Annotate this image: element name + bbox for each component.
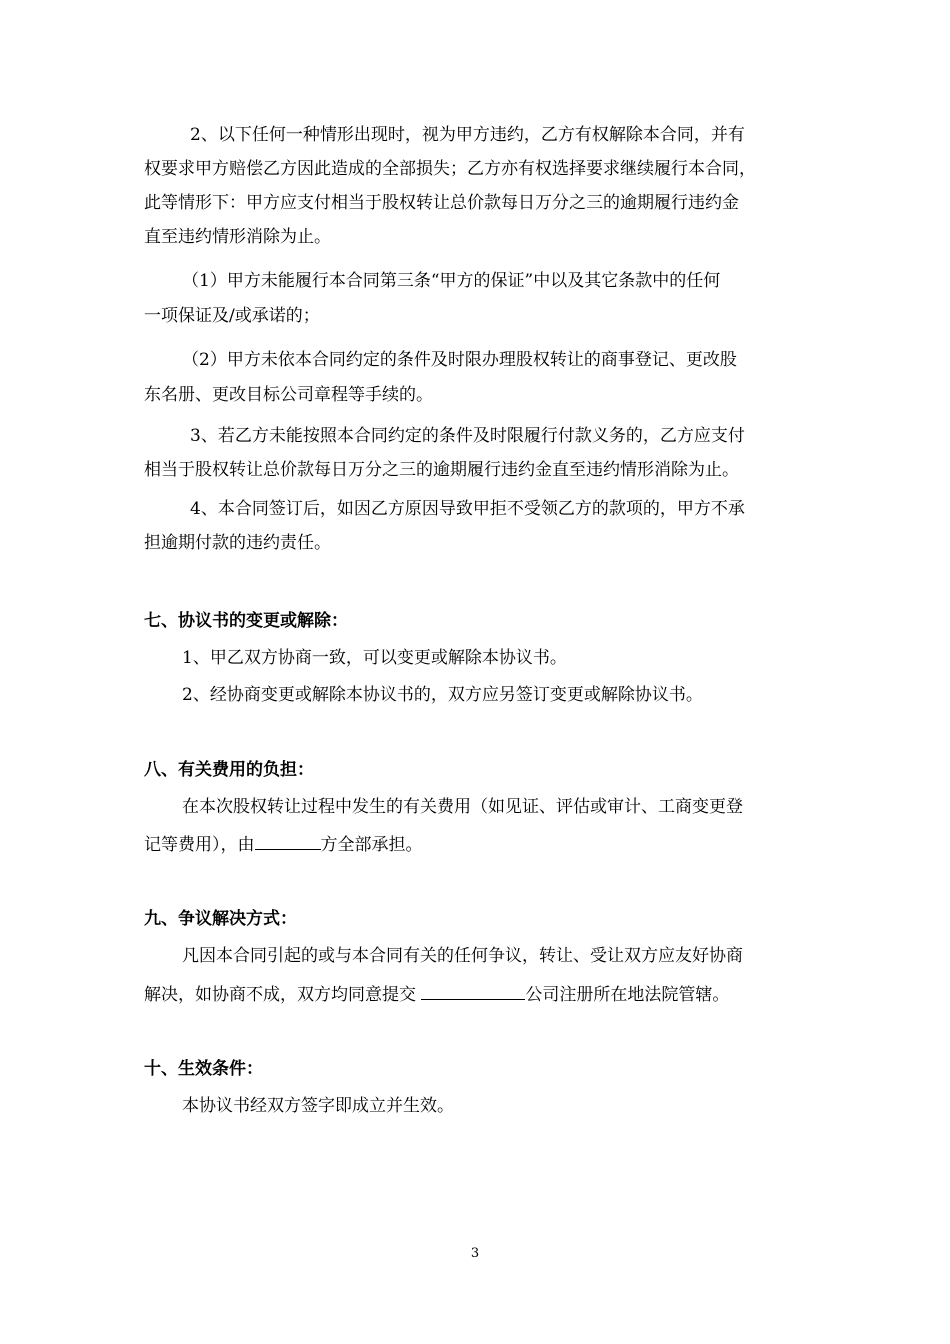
article-10-heading: 十、生效条件： [144,1059,263,1079]
article-10-line-1: 本协议书经双方签字即成立并生效。 [182,1096,454,1116]
clause-6-2-line-3: 此等情形下：甲方应支付相当于股权转让总价款每日万分之三的逾期履行违约金 [144,193,739,213]
article-7-line-1: 1、甲乙双方协商一致，可以变更或解除本协议书。 [182,648,567,668]
article-7-line-2: 2、经协商变更或解除本协议书的，双方应另签订变更或解除协议书。 [182,685,703,705]
clause-6-2-item-2-line-2: 东名册、更改目标公司章程等手续的。 [144,385,433,405]
article-8-line-1: 在本次股权转让过程中发生的有关费用（如见证、评估或审计、工商变更登 [182,797,743,817]
article-9-line-2-suffix: 公司注册所在地法院管辖。 [525,985,730,1005]
article-8-line-2-suffix: 方全部承担。 [320,835,423,855]
article-7-heading: 七、协议书的变更或解除： [144,611,348,631]
clause-6-2-item-1-line-1: （1）甲方未能履行本合同第三条“甲方的保证”中以及其它条款中的任何 [182,271,721,291]
clause-6-4-line-1: 4、本合同签订后，如因乙方原因导致甲拒不受领乙方的款项的，甲方不承 [190,499,745,519]
article-9-line-1: 凡因本合同引起的或与本合同有关的任何争议，转让、受让双方应友好协商 [182,946,743,966]
fee-party-blank [255,833,321,850]
article-9-line-2 [144,983,729,1006]
clause-6-3-line-1: 3、若乙方未能按照本合同约定的条件及时限履行付款义务的，乙方应支付 [190,426,745,446]
clause-6-2-line-2: 权要求甲方赔偿乙方因此造成的全部损失；乙方亦有权选择要求继续履行本合同， [144,159,756,179]
article-9-heading: 九、争议解决方式： [144,909,297,929]
article-8-heading: 八、有关费用的负担： [144,760,314,780]
clause-6-2-line-4: 直至违约情形消除为止。 [144,227,331,247]
court-company-blank [421,983,525,1000]
clause-6-2-line-1: 2、以下任何一种情形出现时，视为甲方违约，乙方有权解除本合同，并有 [190,125,745,145]
article-8-line-2 [144,833,423,856]
clause-6-2-item-2-line-1: （2）甲方未依本合同约定的条件及时限办理股权转让的商事登记、更改股 [182,350,737,370]
article-8-line-2-prefix: 记等费用），由 [144,835,255,855]
article-9-line-2-prefix: 解决，如协商不成，双方均同意提交 [144,985,422,1005]
clause-6-2-item-1-line-2: 一项保证及/或承诺的； [144,306,320,326]
clause-6-3-line-2: 相当于股权转让总价款每日万分之三的逾期履行违约金直至违约情形消除为止。 [144,460,739,480]
page-number: 3 [470,1246,480,1261]
clause-6-4-line-2: 担逾期付款的违约责任。 [144,533,331,553]
